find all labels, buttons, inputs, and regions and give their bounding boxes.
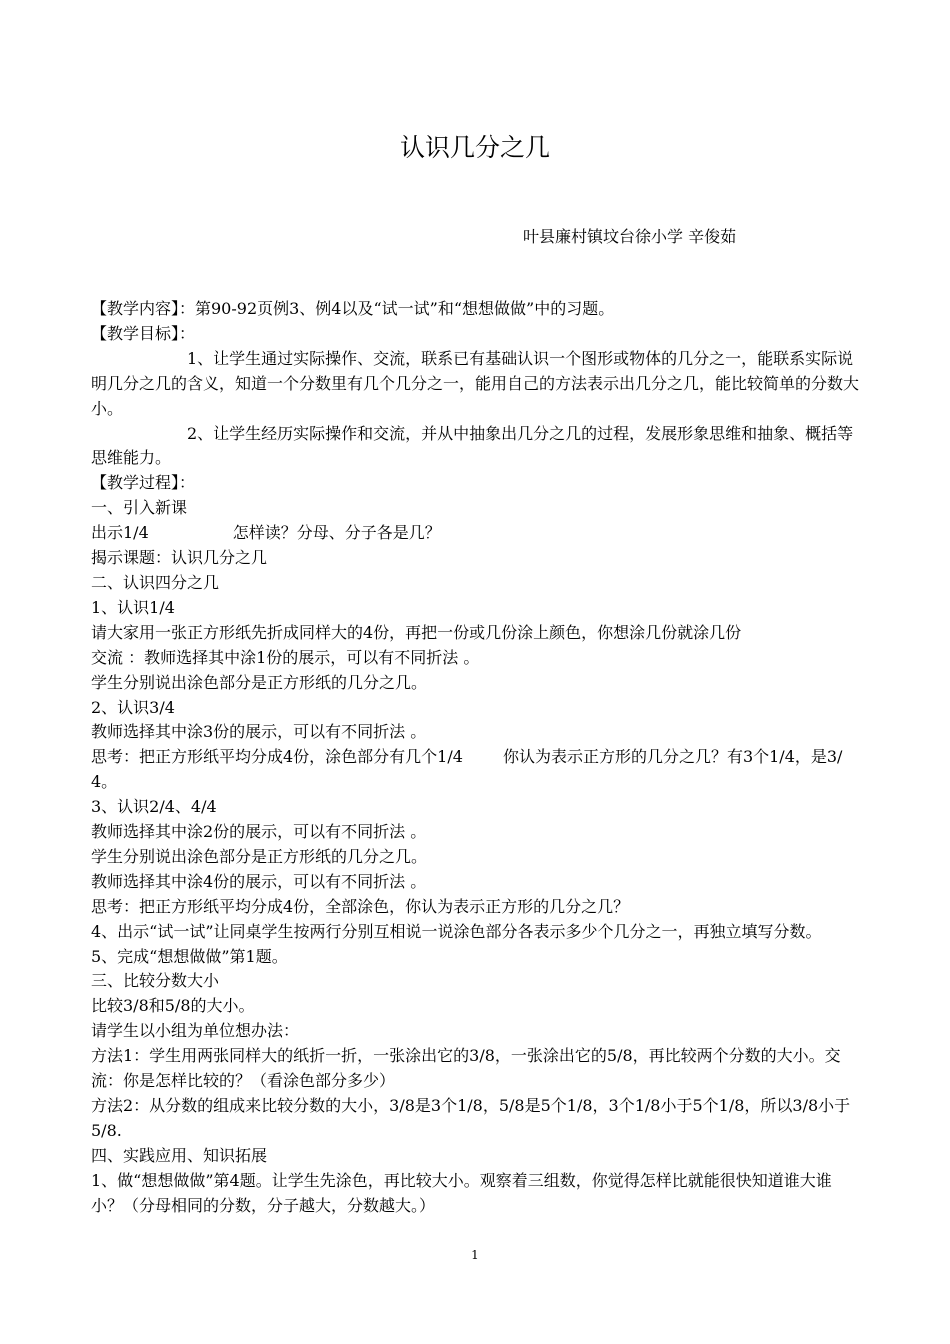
step-1-heading: 1、认识1/4 [91, 597, 175, 617]
step-4: 4、出示“试一试”让同桌学生按两行分别互相说一说涂色部分各表示多少个几分之一，再独立填写分数。 [91, 921, 822, 941]
practice-1: 1、做“想想做做”第4题。让学生先涂色，再比较大小。观察着三组数，你觉得怎样比就能很快知道谁大谁小？（分母相同的分数，分子越大，分数越大。） [91, 1170, 832, 1215]
step-1-line-1: 请大家用一张正方形纸先折成同样大的4份，再把一份或几份涂上颜色，你想涂几份就涂几份 [91, 622, 742, 642]
step-2-think-cont: 你认为表示正方形的几分之几？有3个1/4，是3/4。 [91, 747, 843, 792]
compare-line-1: 比较3/8和5/8的大小。 [91, 996, 255, 1016]
document-body [91, 297, 861, 1219]
step-3-line-2: 学生分别说出涂色部分是正方形纸的几分之几。 [91, 846, 428, 866]
step-5: 5、完成“想想做做”第1题。 [91, 946, 288, 966]
objective-1: 1、让学生通过实际操作、交流，联系已有基础认识一个图形或物体的几分之一，能联系实际说明几分之几的含义，知道一个分数里有几个几分之一，能用自己的方法表示出几分之几，能比较简单的分数大小。 [91, 348, 860, 418]
section-2-heading: 二、认识四分之几 [91, 572, 220, 592]
show-fraction-line [91, 521, 861, 546]
step-3-line-1: 教师选择其中涂2份的展示，可以有不同折法 。 [91, 822, 427, 842]
show-fraction: 出示1/4 [91, 523, 149, 543]
section-1-heading: 一、引入新课 [91, 498, 188, 518]
compare-line-2: 请学生以小组为单位想办法： [91, 1021, 300, 1041]
step-3-line-4: 思考：把正方形纸平均分成4份，全部涂色，你认为表示正方形的几分之几？ [91, 896, 630, 916]
step-2-line-1: 教师选择其中涂3份的展示，可以有不同折法 。 [91, 722, 427, 742]
page-number: 1 [471, 1248, 479, 1262]
step-1-line-2: 交流 ：教师选择其中涂1份的展示，可以有不同折法 。 [91, 647, 480, 667]
method-2: 方法2：从分数的组成来比较分数的大小，3/8是3个1/8，5/8是5个1/8，3个1/8小于5个1/8，所以3/8小于5/8. [91, 1096, 851, 1140]
step-3-line-3: 教师选择其中涂4份的展示，可以有不同折法 。 [91, 871, 427, 891]
step-1-line-3: 学生分别说出涂色部分是正方形纸的几分之几。 [91, 672, 428, 692]
objective-2: 2、让学生经历实际操作和交流，并从中抽象出几分之几的过程，发展形象思维和抽象、概括等思维能力。 [91, 423, 854, 468]
method-1: 方法1：学生用两张同样大的纸折一折，一张涂出它的3/8，一张涂出它的5/8，再比较两个分数的大小。交流：你是怎样比较的？（看涂色部分多少） [91, 1046, 841, 1091]
step-2-line-2 [91, 745, 861, 795]
show-question: 怎样读？分母、分子各是几？ [232, 523, 441, 543]
objectives-heading: 【教学目标】： [91, 323, 196, 343]
step-2-think: 思考：把正方形纸平均分成4份，涂色部分有几个1/4 [91, 747, 463, 767]
author-line: 叶县廉村镇坟台徐小学 辛俊茹 [523, 227, 737, 246]
reveal-topic: 揭示课题：认识几分之几 [91, 548, 268, 568]
section-3-heading: 三、比较分数大小 [91, 971, 220, 991]
document-title: 认识几分之几 [399, 133, 550, 162]
process-heading: 【教学过程】： [91, 473, 196, 493]
step-2-heading: 2、认识3/4 [91, 697, 175, 717]
section-4-heading: 四、实践应用、知识拓展 [91, 1145, 268, 1165]
step-3-heading: 3、认识2/4、4/4 [91, 797, 217, 817]
teaching-content: 【教学内容】：第90-92页例3、例4以及“试一试”和“想想做做”中的习题。 [91, 299, 615, 318]
